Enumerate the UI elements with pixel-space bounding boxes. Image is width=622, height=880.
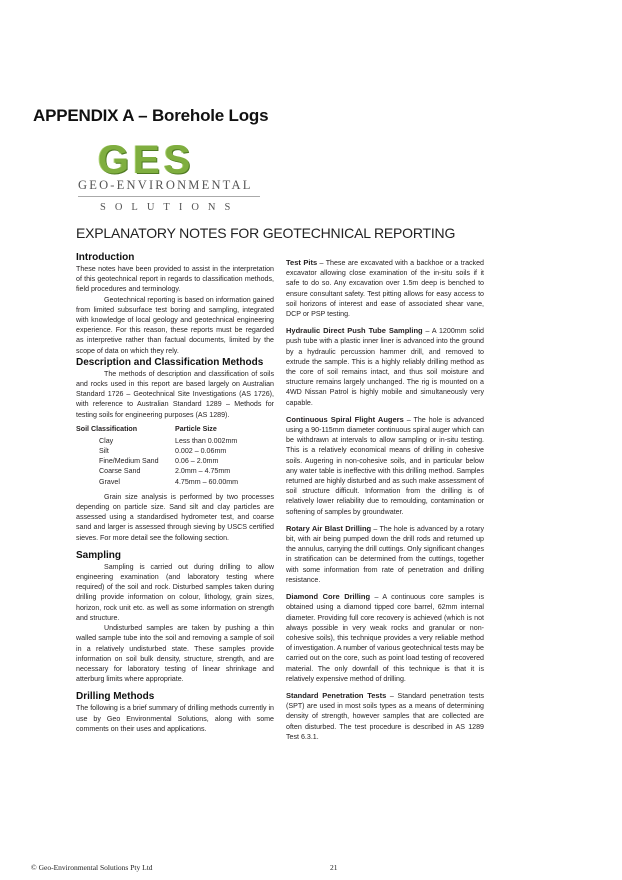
logo-line1: GEO-ENVIRONMENTAL [78, 178, 253, 192]
entry-text: – Standard penetration tests (SPT) are used in most soils types as a means of determining density of strength, however samples that are collected are often disturbed. The test procedure is described in AS 1289 Test 6.3.1. [286, 691, 484, 741]
section-heading: EXPLANATORY NOTES FOR GEOTECHNICAL REPORTING [76, 225, 456, 241]
intro-paragraph: Geotechnical reporting is based on information gained from limited subsurface test boring and sampling, integrated with knowledge of local geology and geotechnical engineering experience. For this reason, these reports must be regarded as interpretive rather than factual documents, limited by the scope of data on which they rely. [76, 295, 274, 355]
test-pits-entry [286, 258, 484, 319]
sampling-heading: Sampling [76, 549, 122, 561]
table-cell: 2.0mm – 4.75mm [175, 467, 231, 476]
classification-heading: Description and Classification Methods [76, 356, 264, 368]
logo-letters: GES [98, 138, 195, 182]
classification-paragraph: The methods of description and classification of soils and rocks used in this report are based largely on Australian Standard 1726 – Geotechnical Site Investigations (AS 1726), with reference to Australian Standard 1289 – Methods for testing soils for engineering purposes (AS 1289). [76, 369, 274, 419]
sampling-paragraph: Undisturbed samples are taken by pushing a thin walled sample tube into the soil and removing a sample of soil in a relatively undisturbed state. These samples provide information on soil bulk density, structure, strength, and are necessary for laboratory testing of linear shrinkage and atterburg limits where appropriate. [76, 624, 274, 684]
table-row [76, 466, 238, 476]
company-logo [78, 138, 260, 216]
footer-copyright: © Geo-Environmental Solutions Pty Ltd [31, 863, 153, 872]
air-blast-entry [286, 524, 484, 585]
classification-paragraph: Grain size analysis is performed by two processes depending on particle size. Sand silt and clay particles are assessed using a standardised hydrometer test, and coarse sand and larger is assessed through sieving by USCS certified sieves. For more detail see the following section. [76, 492, 274, 542]
entry-title: Rotary Air Blast Drilling [286, 523, 372, 533]
entry-title: Test Pits [286, 258, 318, 267]
entry-title: Standard Penetration Tests [286, 690, 387, 700]
entry-text: – These are excavated with a backhoe or a tracked excavator allowing close examination of the in-situ soils if it safe to do so. Any excavation over 1.5m deep is benched to ensure consultant safety. Test pitting allows for easy access to soil horizons of interest and ease of associated shear vane, DCP or PSP testing. [286, 259, 484, 319]
table-cell: Clay [99, 436, 114, 445]
appendix-title: APPENDIX A – Borehole Logs [33, 106, 269, 125]
table-cell: 4.75mm – 60.00mm [175, 477, 239, 486]
table-cell: Coarse Sand [99, 467, 141, 476]
table-cell: Silt [99, 447, 109, 456]
table-cell: Less than 0.002mm [175, 436, 238, 445]
push-tube-entry [286, 326, 484, 408]
drilling-paragraph: The following is a brief summary of drilling methods currently in use by Geo Environmental Solutions, along with some comments on their uses and applications. [76, 704, 274, 733]
entry-title: Diamond Core Drilling [286, 592, 371, 602]
table-header: Soil Classification [76, 425, 138, 434]
entry-text: – The hole is advanced using a 90-115mm diameter continuous spiral auger which can be withdrawn at intervals to allow sampling or in-situ testing. This is a relatively economical means of drilling in cohesive soils. Augering in non-cohesive soils, and in particular below any water table is ineffective with this drilling method. Samples returned are highly disturbed and as such make assessment of soil structure difficult. Information from the drilling is of relatively lower reliability due to remoulding, contamination or softening of samples by groundwater. [286, 415, 484, 516]
page-number: 21 [330, 863, 338, 872]
table-row [76, 456, 238, 466]
table-row [76, 436, 238, 446]
table-header: Particle Size [175, 425, 217, 434]
logo-divider [78, 196, 260, 197]
logo-line2: SOLUTIONS [100, 202, 240, 213]
table-cell: 0.002 – 0.06mm [175, 447, 227, 456]
spt-entry [286, 691, 484, 742]
sampling-paragraph: Sampling is carried out during drilling to allow engineering examination (and laboratory testing where required) of the soil and rock. Disturbed samples taken during drilling provide information on colour, lithology, grain sizes, horizon, rock unit etc. as well as some information on strength and structure. [76, 562, 274, 622]
table-cell: Fine/Medium Sand [99, 457, 159, 466]
entry-title: Continuous Spiral Flight Augers [286, 414, 404, 424]
auger-entry [286, 415, 484, 517]
right-column [286, 258, 484, 749]
intro-paragraph: These notes have been provided to assist in the interpretation of this geotechnical report in regards to classification methods, field procedures and terminology. [76, 265, 274, 294]
left-column [76, 251, 274, 734]
entry-text: – A 1200mm solid push tube with a plastic inner liner is advanced into the ground by a hydraulic percussion hammer drill, and removed to extrude the sample. This is a highly reliably drilling method as the core of soil remains intact, and thus soil moisture and structure remains largely unchanged. The rig is mounted on a 4WD Nissan Patrol is highly mobile and simultaneously very capable. [286, 327, 484, 407]
diamond-core-entry [286, 592, 484, 684]
table-cell: Gravel [99, 477, 120, 486]
table-row [76, 477, 238, 487]
intro-heading: Introduction [76, 252, 135, 263]
entry-text: – The hole is advanced by a rotary bit, with air being pumped down the drill rods and returned up the annulus, carrying the drill cuttings. Only significant changes in stratification can be determined from the cuttings, together with some information from rate of penetration and drilling resistance. [286, 524, 484, 584]
table-cell: 0.06 – 2.0mm [175, 457, 219, 466]
table-row [76, 446, 238, 456]
entry-text: – A continuous core samples is obtained using a diamond tipped core barrel, 62mm internal diameter. Providing full core recovery is achieved (which is not always possible in very weak rocks and granular or non-cohesive soils), this technique provides a very reliable method of investigation. A number of various geotechnical tests may be carried out on the core, such as point load testing of recovered material. The only downfall of this technique is that it is relatively expensive method of drilling. [286, 593, 485, 683]
drilling-heading: Drilling Methods [76, 691, 155, 703]
entry-title: Hydraulic Direct Push Tube Sampling [286, 326, 423, 336]
soil-classification-table [76, 423, 238, 487]
